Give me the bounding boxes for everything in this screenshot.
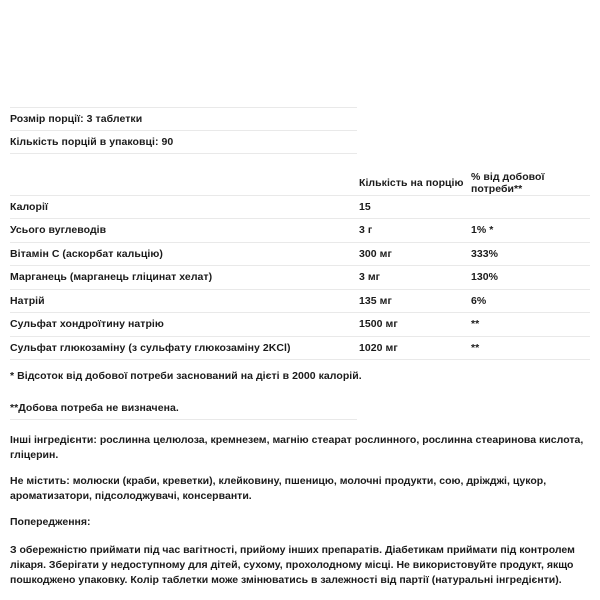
nutrient-dv: 1% * <box>471 224 494 237</box>
nutrient-amount: 3 мг <box>359 271 381 284</box>
nutrient-name: Усього вуглеводів <box>10 224 107 237</box>
table-row <box>10 266 590 289</box>
serving-size-text: Розмір порції: 3 таблетки <box>10 112 143 125</box>
free-from-text: Не містить: молюски (краби, креветки), клейковину, пшеницю, молочні продукти, сою, дріжджі, цукор, ароматизатори, підсолоджувачі, консерванти. <box>10 475 547 502</box>
spacer-before-table <box>10 154 590 172</box>
nutrient-dv: 333% <box>471 247 499 260</box>
table-row <box>10 219 590 242</box>
nutrient-amount: 300 мг <box>359 247 392 260</box>
nutrient-name: Сульфат хондроїтину натрію <box>10 318 164 331</box>
ingredients-section <box>10 420 590 504</box>
nutrient-dv: 130% <box>471 271 499 284</box>
serving-size-row <box>10 108 590 130</box>
nutrient-amount: 135 мг <box>359 294 392 307</box>
table-row <box>10 196 590 219</box>
warnings-title: Попередження: <box>10 516 91 528</box>
table-row <box>10 337 590 360</box>
table-row <box>10 290 590 313</box>
footnote-double-star: **Добова потреба не визначена. <box>10 401 179 414</box>
table-row <box>10 313 590 336</box>
table-row <box>10 243 590 266</box>
table-header-row <box>10 172 590 195</box>
nutrient-name: Марганець (марганець гліцинат хелат) <box>10 271 213 284</box>
nutrient-amount: 1500 мг <box>359 318 398 331</box>
nutrient-amount: 15 <box>359 200 371 213</box>
other-ingredients-text: Інші інгредієнти: рослинна целюлоза, кремнезем, магнію стеарат рослинного, рослинна стеаринова кислота, гліцерин. <box>10 434 584 461</box>
nutrient-amount: 3 г <box>359 224 373 237</box>
nutrient-name: Натрій <box>10 294 45 307</box>
serving-information <box>10 0 590 154</box>
servings-per-container-row <box>10 131 590 153</box>
header-amount: Кількість на порцію <box>359 177 464 190</box>
nutrient-name: Калорії <box>10 200 48 213</box>
nutrition-facts-table <box>10 172 590 360</box>
nutrient-dv: 6% <box>471 294 487 307</box>
nutrient-name: Вітамін C (аскорбат кальцію) <box>10 247 163 260</box>
nutrient-name: Сульфат глюкозаміну (з сульфату глюкозаміну 2KCl) <box>10 341 291 354</box>
header-daily-value: % від добової потреби** <box>471 171 545 196</box>
warnings-section <box>10 504 590 588</box>
footnote-single-star: * Відсоток від добової потреби заснований на дієті в 2000 калорій. <box>10 369 362 382</box>
nutrient-amount: 1020 мг <box>359 341 398 354</box>
nutrient-dv: ** <box>471 318 480 331</box>
footnotes <box>10 360 590 420</box>
warnings-body: З обережністю приймати під час вагітності, прийому інших препаратів. Діабетикам приймати під контролем лікаря. Зберігати у недоступному для дітей, сухому, прохолодному місці. Не використовуйте продукт, якщо пошкоджено упаковку. Колір таблетки може змінюватись в залежності від партії (натуральні інгредієнти). <box>10 543 575 586</box>
nutrient-dv: ** <box>471 341 480 354</box>
servings-per-container-text: Кількість порцій в упаковці: 90 <box>10 135 174 148</box>
spacer-between-footnotes <box>10 387 590 397</box>
